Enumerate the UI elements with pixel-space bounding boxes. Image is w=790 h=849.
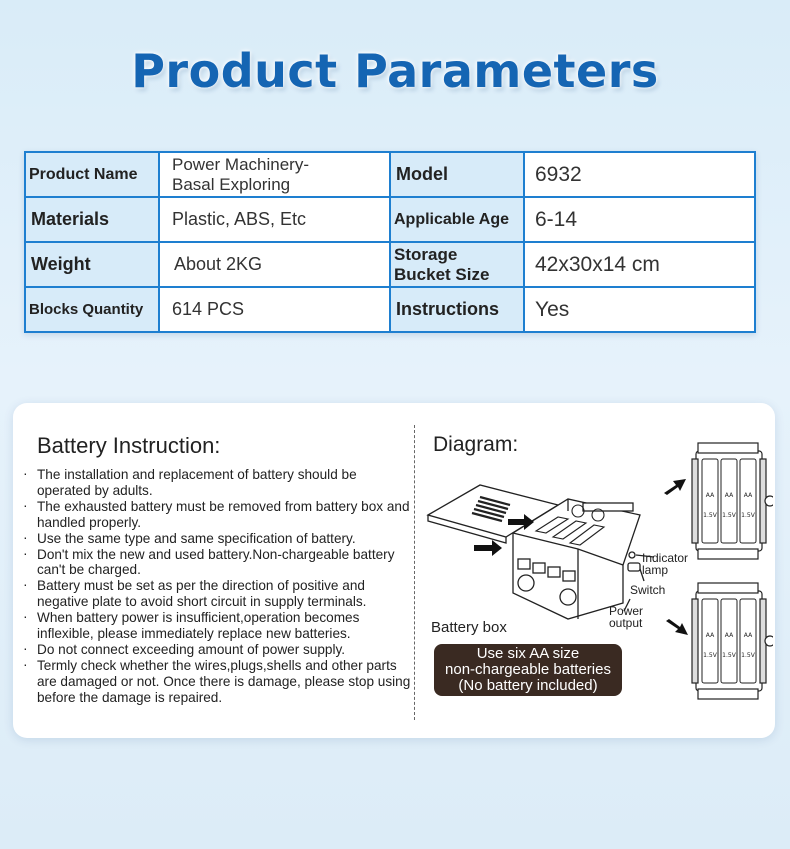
model-value: 6932 bbox=[524, 152, 755, 197]
cell-voltage: 1.5V bbox=[722, 652, 736, 659]
instructions-label: Instructions bbox=[390, 287, 524, 332]
list-item: · Battery must be set as per the direction of positive and negative plate to avoid short circuit in supply terminals. bbox=[23, 578, 413, 610]
battery-module-top bbox=[692, 443, 773, 559]
product-name-line2: Basal Exploring bbox=[172, 174, 291, 194]
list-item: · The exhausted battery must be removed from battery box and handled properly. bbox=[23, 499, 413, 531]
parameters-table bbox=[24, 151, 756, 333]
storage-value: 42x30x14 cm bbox=[524, 242, 755, 287]
list-item: · Do not connect exceeding amount of power supply. bbox=[23, 642, 413, 658]
age-value: 6-14 bbox=[524, 197, 755, 242]
weight-label: Weight bbox=[25, 242, 159, 287]
table-row bbox=[25, 152, 755, 197]
indicator-line1: Indicator bbox=[642, 551, 689, 565]
materials-value: Plastic, ABS, Etc bbox=[159, 197, 390, 242]
battery-card bbox=[13, 403, 775, 738]
storage-label bbox=[390, 242, 524, 287]
battery-box-label: Battery box bbox=[431, 619, 507, 636]
dashed-divider bbox=[414, 425, 415, 720]
indicator-line2: lamp bbox=[642, 563, 669, 577]
materials-label: Materials bbox=[25, 197, 159, 242]
cell-label: AA bbox=[743, 632, 753, 639]
storage-label-line1: Storage bbox=[394, 244, 458, 264]
cell-label: AA bbox=[705, 632, 715, 639]
age-label: Applicable Age bbox=[390, 197, 524, 242]
badge-line3: (No battery included) bbox=[458, 677, 598, 694]
power-output-label bbox=[609, 605, 643, 629]
weight-value: About 2KG bbox=[159, 242, 390, 287]
badge-line1: Use six AA size bbox=[476, 645, 580, 662]
cell-label: AA bbox=[743, 492, 753, 499]
list-item: · Don't mix the new and used battery.Non-chargeable battery can't be charged. bbox=[23, 547, 413, 579]
list-item: · Termly check whether the wires,plugs,shells and other parts are damaged or not. Once there is damage, please stop using before the damage is repaired. bbox=[23, 658, 413, 706]
table-row bbox=[25, 242, 755, 287]
table-row bbox=[25, 287, 755, 332]
list-item: · The installation and replacement of battery should be operated by adults. bbox=[23, 467, 413, 499]
storage-label-line2: Bucket Size bbox=[394, 264, 490, 284]
battery-module-bottom bbox=[692, 583, 773, 699]
cell-voltage: 1.5V bbox=[703, 512, 717, 519]
cell-label: AA bbox=[724, 632, 734, 639]
cell-voltage: 1.5V bbox=[741, 512, 755, 519]
cell-voltage: 1.5V bbox=[703, 652, 717, 659]
product-name-line1: Power Machinery- bbox=[172, 154, 309, 174]
battery-instruction-title: Battery Instruction: bbox=[37, 433, 221, 458]
product-name-value bbox=[159, 152, 390, 197]
badge-line2: non-chargeable batteries bbox=[445, 661, 611, 678]
cell-label: AA bbox=[724, 492, 734, 499]
table-row bbox=[25, 197, 755, 242]
blocks-value: 614 PCS bbox=[159, 287, 390, 332]
diagram-title: Diagram: bbox=[433, 433, 519, 456]
battery-note-badge bbox=[434, 644, 622, 696]
power-line1: Power bbox=[609, 604, 644, 618]
page-title: Product Parameters bbox=[131, 44, 659, 98]
model-label: Model bbox=[390, 152, 524, 197]
battery-instruction-list bbox=[23, 467, 413, 706]
switch-label: Switch bbox=[630, 583, 666, 597]
cell-voltage: 1.5V bbox=[741, 652, 755, 659]
cell-voltage: 1.5V bbox=[722, 512, 736, 519]
list-item: · When battery power is insufficient,operation becomes inflexible, please immediately replace new batteries. bbox=[23, 610, 413, 642]
list-item: · Use the same type and same specification of battery. bbox=[23, 531, 413, 547]
power-line2: output bbox=[609, 616, 643, 630]
product-name-label: Product Name bbox=[25, 152, 159, 197]
blocks-label: Blocks Quantity bbox=[25, 287, 159, 332]
instructions-value: Yes bbox=[524, 287, 755, 332]
cell-label: AA bbox=[705, 492, 715, 499]
indicator-lamp-label bbox=[642, 552, 688, 576]
